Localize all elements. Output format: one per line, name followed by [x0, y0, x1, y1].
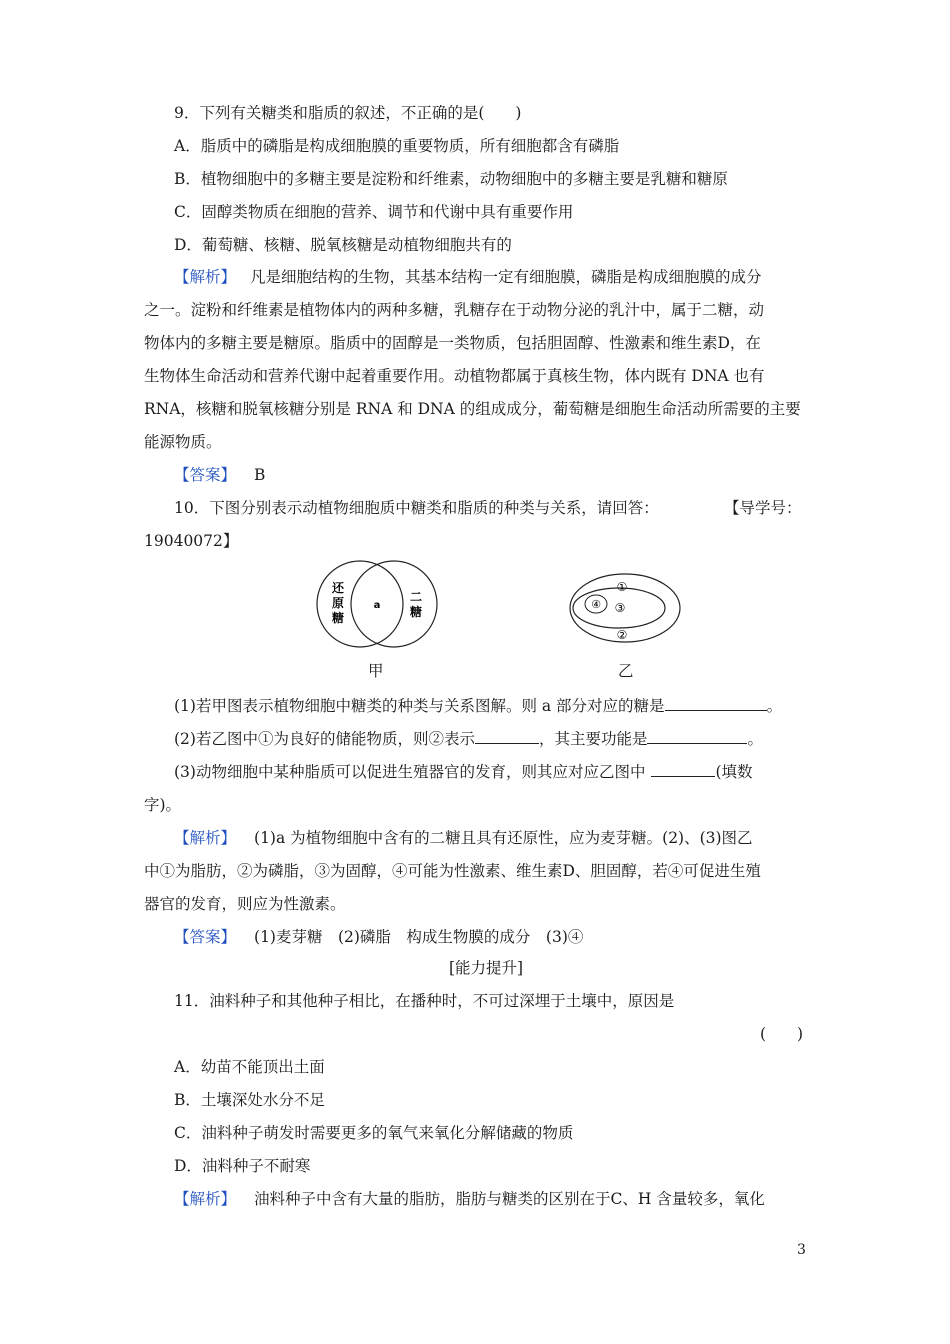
q9-analysis-line-6: 能源物质。: [144, 433, 222, 451]
q9-option-d: D．葡萄糖、核糖、脱氧核糖是动植物细胞共有的: [174, 236, 512, 254]
venn-right-label-1: 二: [409, 590, 423, 604]
venn-circle-left: [317, 561, 403, 647]
figure-yi-nested-sets: [566, 568, 686, 650]
q9-option-a: A．脂质中的磷脂是构成细胞膜的重要物质，所有细胞都含有磷脂: [174, 137, 620, 155]
q9-analysis-line-3: 物体内的多糖主要是糖原。脂质中的固醇是一类物质，包括胆固醇、性激素和维生素D，在: [144, 334, 761, 352]
venn-center-label: a: [373, 600, 381, 611]
figure-jia-caption: 甲: [368, 662, 384, 680]
venn-left-label-3: 糖: [331, 611, 345, 625]
answer-tag: 【答案】: [174, 466, 237, 484]
answer-blank[interactable]: [475, 729, 539, 744]
q11-answer-paren: ( ): [760, 1025, 804, 1043]
q10-sub2: (2)若乙图中①为良好的储能物质，则②表示 ，其主要功能是 。: [174, 730, 763, 748]
analysis-tag: 【解析】: [174, 1190, 237, 1208]
q9-option-c: C．固醇类物质在细胞的营养、调节和代谢中具有重要作用: [174, 203, 574, 221]
section-title: [能力提升]: [449, 959, 524, 977]
venn-left-label-1: 还: [331, 581, 345, 595]
yi-label-4: ④: [591, 598, 601, 611]
figure-yi-caption: 乙: [618, 662, 634, 680]
q10-guide-tag: 【导学号：: [724, 499, 802, 517]
q11-analysis-line-1: 【解析】 油料种子中含有大量的脂肪，脂肪与糖类的区别在于C、H 含量较多，氧化: [174, 1190, 765, 1208]
q10-stem: 10．下图分别表示动植物细胞质中糖类和脂质的种类与关系，请回答：: [174, 499, 659, 517]
answer-tag: 【答案】: [174, 928, 237, 946]
analysis-tag: 【解析】: [174, 268, 237, 286]
venn-left-label-2: 原: [331, 596, 345, 610]
q10-sub1: (1)若甲图表示植物细胞中糖类的种类与关系图解。则 a 部分对应的糖是 。: [174, 697, 783, 715]
q9-option-b: B．植物细胞中的多糖主要是淀粉和纤维素，动物细胞中的多糖主要是乳糖和糖原: [174, 170, 728, 188]
answer-blank[interactable]: [665, 696, 767, 711]
q10-sub3: (3)动物细胞中某种脂质可以促进生殖器官的发育，则其应对应乙图中 (填数: [174, 763, 753, 781]
q11-option-b: B．土壤深处水分不足: [174, 1091, 325, 1109]
q10-guide-number: 19040072】: [144, 532, 239, 550]
yi-label-1: ①: [616, 580, 628, 594]
yi-label-3: ③: [614, 601, 626, 615]
venn-circle-right: [351, 561, 437, 647]
q11-option-a: A．幼苗不能顶出土面: [174, 1058, 325, 1076]
q10-analysis-line-3: 器官的发育，则应为性激素。: [144, 895, 346, 913]
q11-option-c: C．油料种子萌发时需要更多的氧气来氧化分解储藏的物质: [174, 1124, 574, 1142]
q9-analysis-line-5: RNA，核糖和脱氧核糖分别是 RNA 和 DNA 的组成成分，葡萄糖是细胞生命活动所需要的主要: [144, 400, 801, 418]
q10-answer: 【答案】 (1)麦芽糖 (2)磷脂 构成生物膜的成分 (3)④: [174, 928, 584, 946]
q9-stem: 9．下列有关糖类和脂质的叙述，不正确的是( ): [174, 104, 522, 122]
yi-label-2: ②: [616, 628, 628, 642]
q9-analysis-line-2: 之一。淀粉和纤维素是植物体内的两种多糖，乳糖存在于动物分泌的乳汁中，属于二糖，动: [144, 301, 765, 319]
q11-option-d: D．油料种子不耐寒: [174, 1157, 311, 1175]
q9-analysis-line-4: 生物体生命活动和营养代谢中起着重要作用。动植物都属于真核生物，体内既有 DNA 也有: [144, 367, 765, 385]
q10-analysis-line-2: 中①为脂肪，②为磷脂，③为固醇，④可能为性激素、维生素D、胆固醇，若④可促进生殖: [144, 862, 761, 880]
answer-blank[interactable]: [647, 729, 747, 744]
q11-stem: 11．油料种子和其他种子相比，在播种时，不可过深埋于土壤中，原因是: [174, 992, 675, 1010]
q10-analysis-line-1: 【解析】 (1)a 为植物细胞中含有的二糖且具有还原性，应为麦芽糖。(2)、(3)图乙: [174, 829, 753, 847]
analysis-tag: 【解析】: [174, 829, 237, 847]
answer-blank[interactable]: [651, 762, 715, 777]
q9-analysis-line-1: 【解析】 凡是细胞结构的生物，其基本结构一定有细胞膜，磷脂是构成细胞膜的成分: [174, 268, 762, 286]
page-number: 3: [797, 1242, 806, 1258]
q9-answer: 【答案】 B: [174, 466, 266, 484]
q10-sub3-cont: 字)。: [144, 796, 182, 814]
venn-right-label-2: 糖: [409, 605, 423, 619]
figure-jia-venn: [300, 556, 460, 656]
